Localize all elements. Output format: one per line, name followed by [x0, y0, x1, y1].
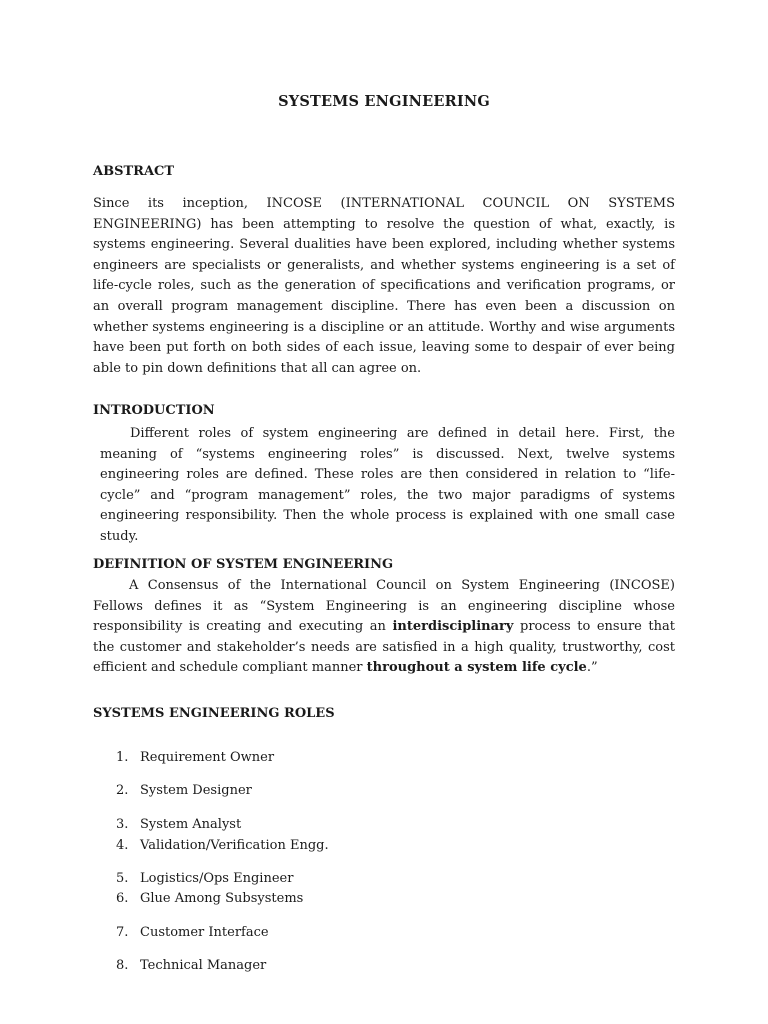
- list-item-label: System Analyst: [140, 817, 242, 832]
- list-item-number: 3.: [116, 817, 129, 832]
- definition-bold-1: interdisciplinary: [392, 619, 514, 635]
- definition-text-1: A Consensus of the International Council on System Engineering (INCOSE) Fellows defines it as “System Engineering is an engineering discipline whose responsibility is creating and executing an: [93, 578, 675, 635]
- list-item-number: 6.: [116, 891, 129, 906]
- list-item: [116, 958, 266, 973]
- document-title: SYSTEMS ENGINEERING: [278, 93, 490, 110]
- list-item: [116, 871, 293, 886]
- list-item: [116, 891, 303, 906]
- introduction-paragraph: Different roles of system engineering are defined in detail here. First, the meaning of “systems engineering roles” is discussed. Next, twelve systems engineering roles are defined. These roles are then considered in relation to “life- cycle” and “program management” roles, the two major paradigms of systems engineering responsibility. Then the whole process is explained with one small case study.: [100, 426, 675, 544]
- list-item-number: 8.: [116, 958, 129, 973]
- abstract-heading: ABSTRACT: [93, 164, 175, 179]
- list-item-label: Glue Among Subsystems: [140, 891, 304, 906]
- list-item-label: Technical Manager: [140, 958, 267, 973]
- list-item: [116, 783, 252, 798]
- list-item-label: Validation/Verification Engg.: [140, 838, 329, 853]
- list-item: [116, 817, 241, 832]
- list-item-label: Customer Interface: [140, 925, 269, 940]
- introduction-heading: INTRODUCTION: [93, 403, 215, 418]
- roles-heading: SYSTEMS ENGINEERING ROLES: [93, 706, 335, 721]
- definition-heading: DEFINITION OF SYSTEM ENGINEERING: [93, 557, 394, 572]
- list-item-number: 5.: [116, 871, 129, 886]
- abstract-paragraph: Since its inception, INCOSE (INTERNATIONAL COUNCIL ON SYSTEMS ENGINEERING) has been attempting to resolve the question of what, exactly, is systems engineering. Several dualities have been explored, including whether systems engineers are specialists or generalists, and whether systems engineering is a set of life-cycle roles, such as the generation of specifications and verification programs, or an overall program management discipline. There has even been a discussion on whether systems engineering is a discipline or an attitude. Worthy and wise arguments have been put forth on both sides of each issue, leaving some to despair of ever being able to pin down definitions that all can agree on.: [93, 196, 675, 376]
- list-item: [116, 925, 269, 940]
- list-item-label: Requirement Owner: [140, 750, 275, 765]
- definition-text-3: .”: [586, 660, 598, 676]
- definition-paragraph: [93, 576, 675, 679]
- list-item-number: 2.: [116, 783, 129, 798]
- list-item: [116, 750, 274, 765]
- list-item-label: System Designer: [140, 783, 252, 798]
- list-item-number: 7.: [116, 925, 129, 940]
- list-item-label: Logistics/Ops Engineer: [140, 871, 294, 886]
- list-item: [116, 838, 329, 853]
- list-item-number: 1.: [116, 750, 129, 765]
- definition-bold-2: throughout a system life cycle: [366, 660, 587, 676]
- list-item-number: 4.: [116, 838, 129, 853]
- definition-text-2: process to ensure that the customer and stakeholder’s needs are satisfied in a high quality, trustworthy, cost efficient and schedule compliant manner: [93, 619, 675, 676]
